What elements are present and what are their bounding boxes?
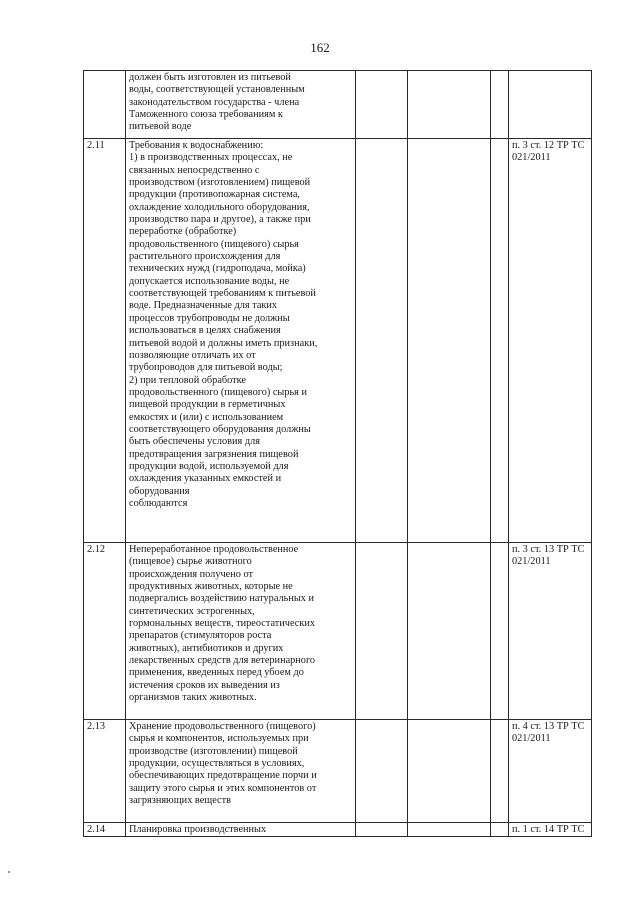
empty-cell	[356, 543, 408, 720]
row-number-cell: 2.12	[84, 543, 126, 720]
empty-cell	[491, 543, 509, 720]
row-number-cell: 2.11	[84, 139, 126, 543]
empty-cell	[356, 720, 408, 823]
requirement-text-cell: Требования к водоснабжению: 1) в производственных процессах, не связанных непосредственно с производством (изготовлением) пищевой продукции (противопожарная система, охлаждение холодильного оборудования, производство пара и другое), а также при переработке (обработке) продовольственного (пищевого) сырья растительного происхождения для технических нужд (гидроподача, мойка) допускается использование воды, не соответствующей требованиям к питьевой воде. Предназначенные для таких процессов трубопроводы не должны использоваться в целях снабжения питьевой водой и должны иметь признаки, позволяющие отличать их от трубопроводов для питьевой воды; 2) при тепловой обработке продовольственного (пищевого) сырья и пищевой продукции в герметичных емкостях и (или) с использованием соответствующего оборудования должны быть обеспечены условия для предотвращения загрязнения пищевой продукции водой, используемой для охлаждения указанных емкостей и оборудования соблюдаются	[126, 139, 356, 543]
requirement-text-cell: Непереработанное продовольственное (пищевое) сырье животного происхождения получено от продуктивных животных, которые не подвергались воздействию натуральных и синтетических эстрогенных, гормональных веществ, тиреостатических препаратов (стимуляторов роста животных), антибиотиков и других лекарственных средств для ветеринарного применения, введенных перед убоем до истечения сроков их выведения из организмов таких животных.	[126, 543, 356, 720]
reference-cell: п. 1 ст. 14 ТР ТС	[509, 823, 592, 837]
empty-cell	[491, 71, 509, 139]
reference-cell: п. 3 ст. 12 ТР ТС 021/2011	[509, 139, 592, 543]
requirement-text-cell: Хранение продовольственного (пищевого) сырья и компонентов, используемых при производстве (изготовлении) пищевой продукции, осуществляться в условиях, обеспечивающих предотвращение порчи и защиту этого сырья и этих компонентов от загрязняющих веществ	[126, 720, 356, 823]
row-number-cell: 2.13	[84, 720, 126, 823]
empty-cell	[408, 823, 491, 837]
empty-cell	[491, 139, 509, 543]
empty-cell	[408, 139, 491, 543]
table-row	[84, 720, 592, 823]
reference-cell	[509, 71, 592, 139]
scan-mark	[8, 871, 10, 873]
empty-cell	[408, 543, 491, 720]
reference-cell: п. 3 ст. 13 ТР ТС 021/2011	[509, 543, 592, 720]
table-row	[84, 139, 592, 543]
row-number-cell: 2.14	[84, 823, 126, 837]
empty-cell	[356, 823, 408, 837]
page-number: 162	[310, 40, 330, 55]
empty-cell	[408, 71, 491, 139]
table-row	[84, 823, 592, 837]
empty-cell	[491, 720, 509, 823]
empty-cell	[491, 823, 509, 837]
empty-cell	[356, 71, 408, 139]
requirement-text-cell: должен быть изготовлен из питьевой воды, соответствующей установленным законодательством государства - члена Таможенного союза требованиям к питьевой воде	[126, 71, 356, 139]
table-row	[84, 71, 592, 139]
reference-cell: п. 4 ст. 13 ТР ТС 021/2011	[509, 720, 592, 823]
empty-cell	[356, 139, 408, 543]
table-row	[84, 543, 592, 720]
requirements-table	[83, 70, 592, 837]
row-number-cell	[84, 71, 126, 139]
requirement-text-cell: Планировка производственных	[126, 823, 356, 837]
empty-cell	[408, 720, 491, 823]
